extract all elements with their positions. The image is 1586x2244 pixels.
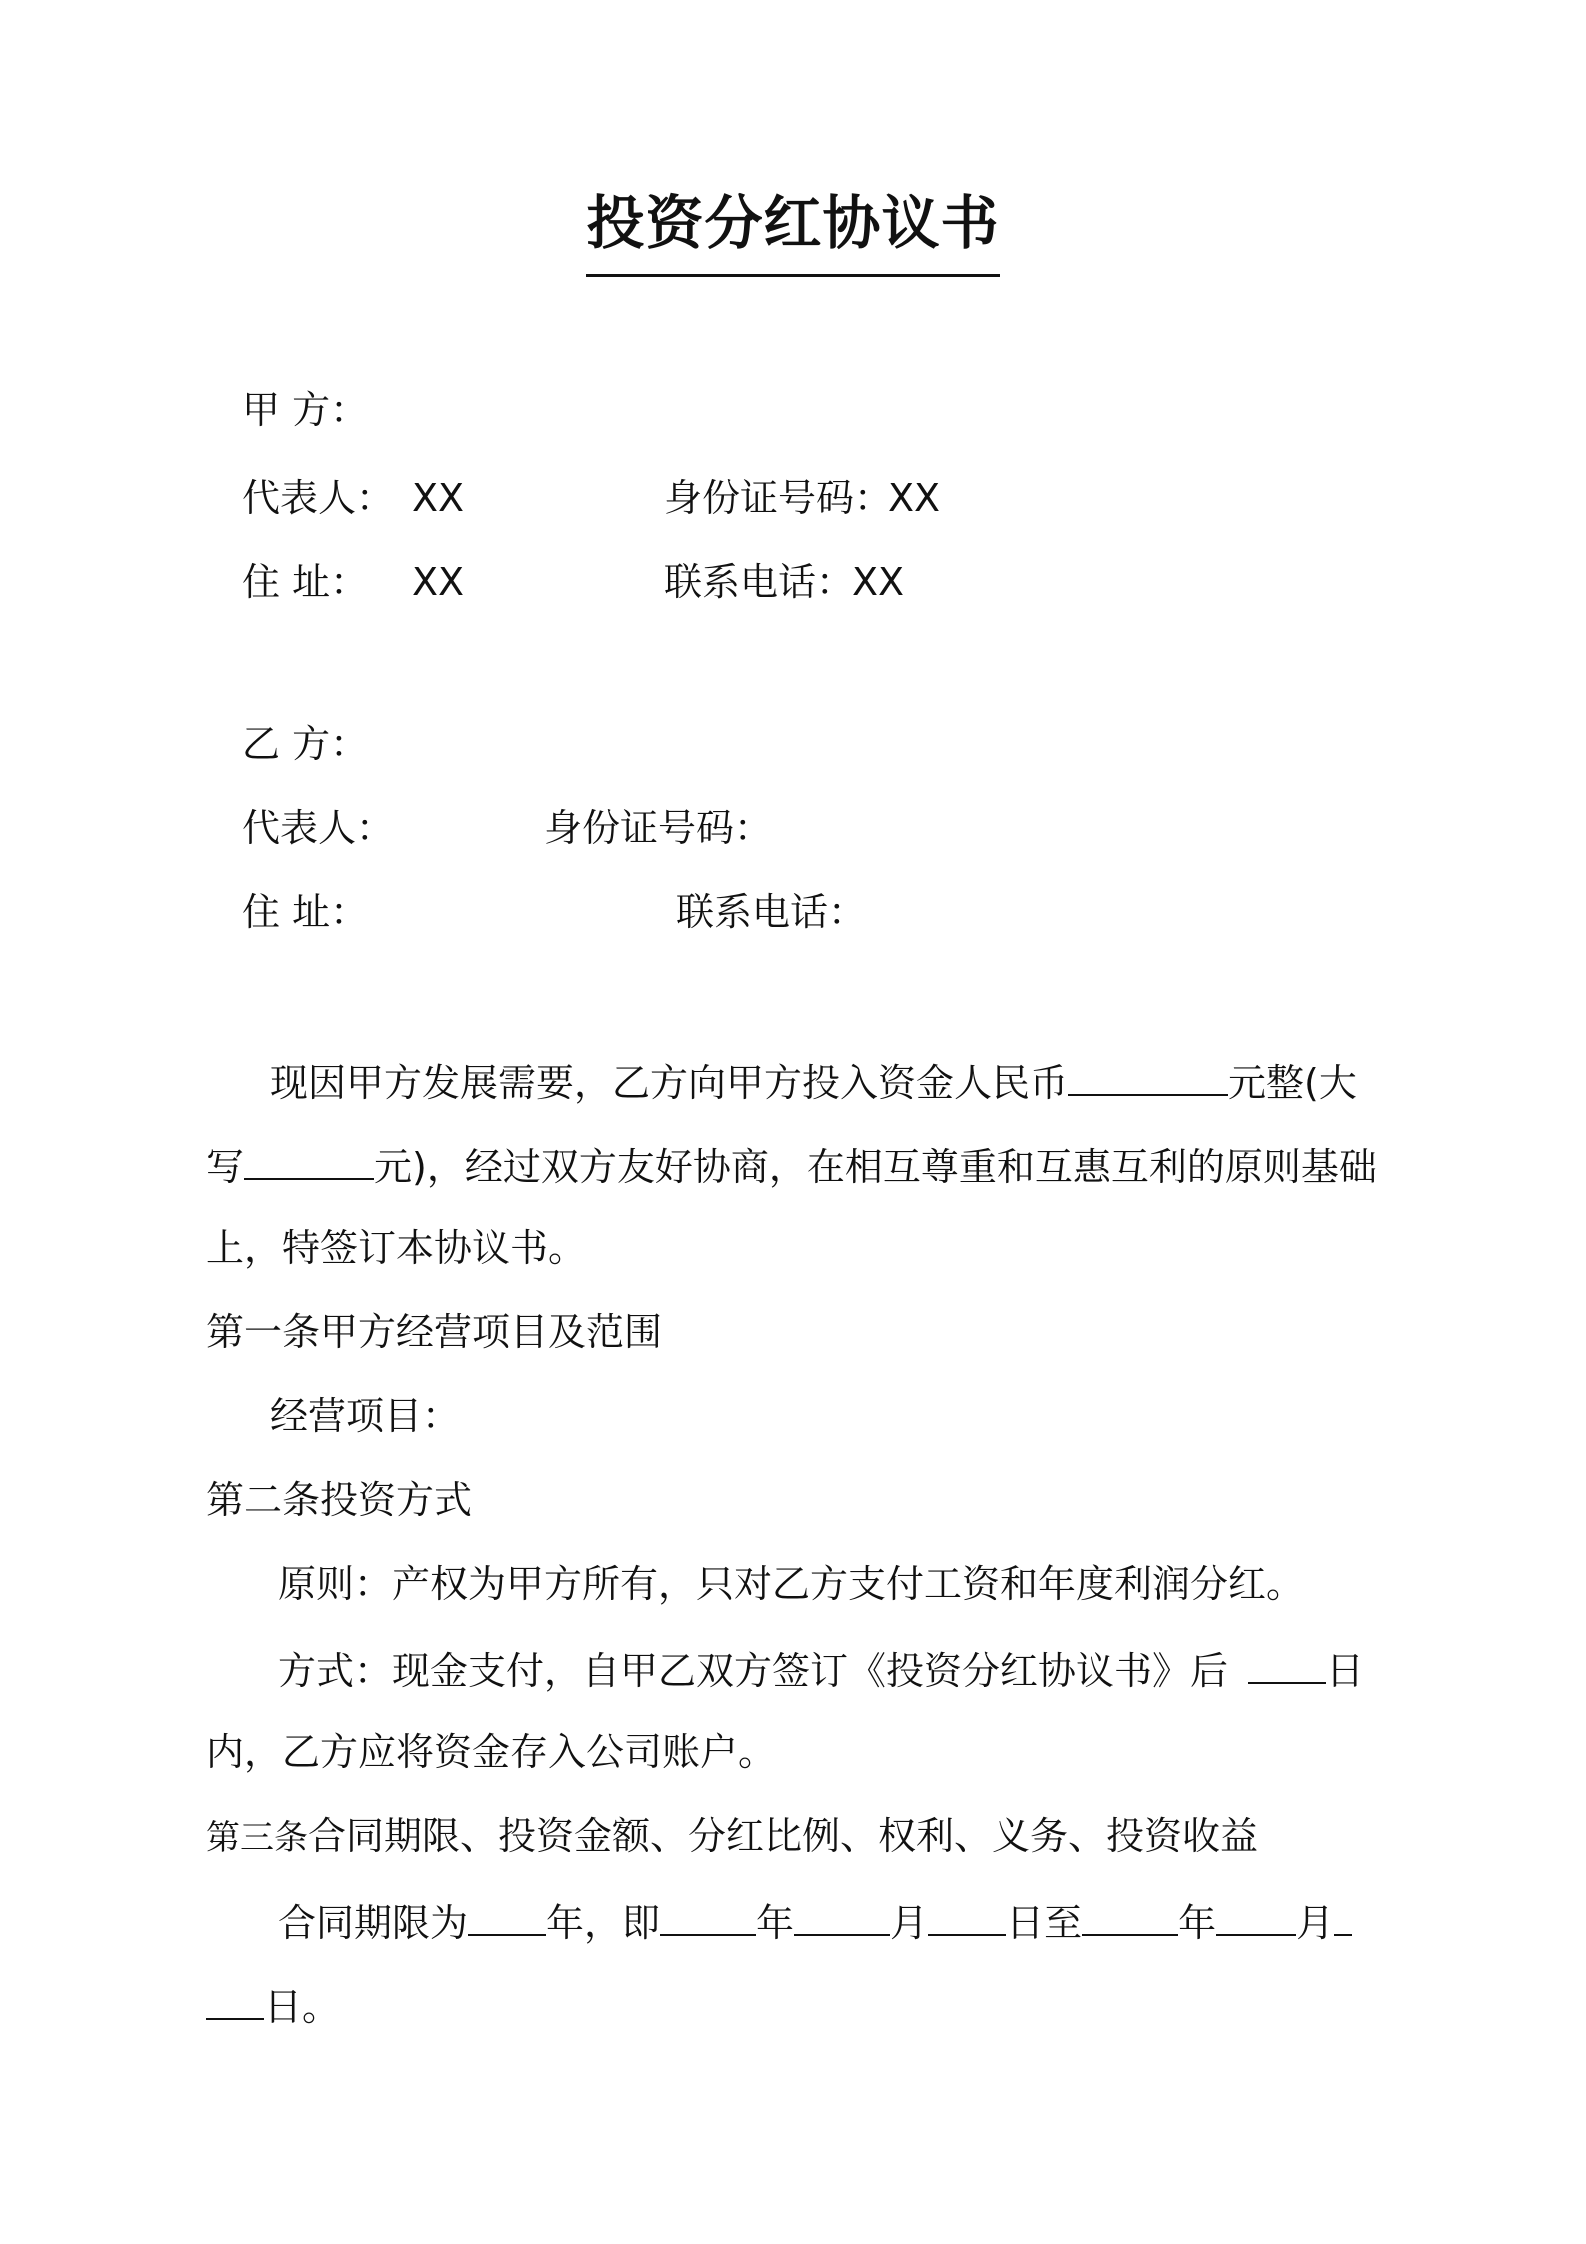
intro-text-1b: 元整(大 xyxy=(1228,1061,1357,1105)
article-2-principle: 原则：产权为甲方所有，只对乙方支付工资和年度利润分红。 xyxy=(278,1562,1305,1606)
intro-text-2b: 元)，经过双方友好协商，在相互尊重和互惠互利的原则基础 xyxy=(374,1145,1377,1189)
intro-line-2 xyxy=(206,1140,1377,1191)
end-day-blank xyxy=(206,1980,264,2020)
party-a-phone-value: XX xyxy=(852,560,905,604)
party-a-rep-label: 代表人： xyxy=(242,476,395,520)
method-text-b: 日 xyxy=(1326,1649,1365,1693)
party-a-id-value: XX xyxy=(888,476,941,520)
start-month-text: 月 xyxy=(890,1901,929,1945)
term-years-blank xyxy=(468,1896,546,1936)
party-a-addr-value: XX xyxy=(412,560,465,604)
end-year-text: 年 xyxy=(1178,1901,1217,1945)
party-a-label: 甲 方： xyxy=(242,388,369,432)
days-blank xyxy=(1248,1644,1326,1684)
end-month-text: 月 xyxy=(1296,1901,1335,1945)
term-year-text: 年，即 xyxy=(546,1901,661,1945)
start-month-blank xyxy=(794,1896,890,1936)
end-month-blank xyxy=(1216,1896,1296,1936)
intro-line-1 xyxy=(270,1056,1357,1107)
party-a-addr-label: 住 址： xyxy=(242,560,369,604)
method-text-a: 方式：现金支付，自甲乙双方签订《投资分红协议书》后 xyxy=(278,1649,1229,1693)
article-2-method-line-2: 内，乙方应将资金存入公司账户。 xyxy=(206,1730,777,1774)
amount-words-blank xyxy=(244,1140,374,1180)
party-b-id-label: 身份证号码： xyxy=(544,806,773,850)
start-year-blank xyxy=(660,1896,756,1936)
article-1-item: 经营项目： xyxy=(270,1394,461,1438)
party-b-addr-label: 住 址： xyxy=(242,890,369,934)
article-3-heading xyxy=(206,1812,1258,1862)
intro-line-3: 上，特签订本协议书。 xyxy=(206,1226,587,1270)
party-a-id-label: 身份证号码： xyxy=(664,476,893,520)
article-3-prefix: 第三条 xyxy=(206,1818,308,1858)
start-day-text: 日至 xyxy=(1006,1901,1083,1945)
start-day-blank xyxy=(928,1896,1006,1936)
title-text: 投资分红协议书 xyxy=(586,176,999,277)
article-3-term-line-1 xyxy=(278,1896,1352,1947)
article-1-heading: 第一条甲方经营项目及范围 xyxy=(206,1310,663,1354)
article-3-heading-text: 合同期限、投资金额、分红比例、权利、义务、投资收益 xyxy=(308,1814,1259,1858)
start-year-text: 年 xyxy=(756,1901,795,1945)
party-b-rep-label: 代表人： xyxy=(242,806,395,850)
intro-text-2a: 写 xyxy=(206,1145,245,1189)
party-b-label: 乙 方： xyxy=(242,722,369,766)
party-a-phone-label: 联系电话： xyxy=(664,560,855,604)
intro-text-1a: 现因甲方发展需要，乙方向甲方投入资金人民币 xyxy=(270,1061,1069,1105)
article-2-method-line-1 xyxy=(278,1644,1364,1695)
end-year-blank xyxy=(1082,1896,1178,1936)
article-2-heading: 第二条投资方式 xyxy=(206,1478,473,1522)
party-b-phone-label: 联系电话： xyxy=(676,890,867,934)
party-a-rep-value: XX xyxy=(412,476,465,520)
end-day-text: 日。 xyxy=(264,1985,341,2029)
end-day-blank-start xyxy=(1334,1896,1352,1936)
term-text: 合同期限为 xyxy=(278,1901,469,1945)
article-3-term-line-2 xyxy=(206,1980,340,2031)
amount-blank xyxy=(1068,1056,1228,1096)
document-title xyxy=(0,176,1586,277)
